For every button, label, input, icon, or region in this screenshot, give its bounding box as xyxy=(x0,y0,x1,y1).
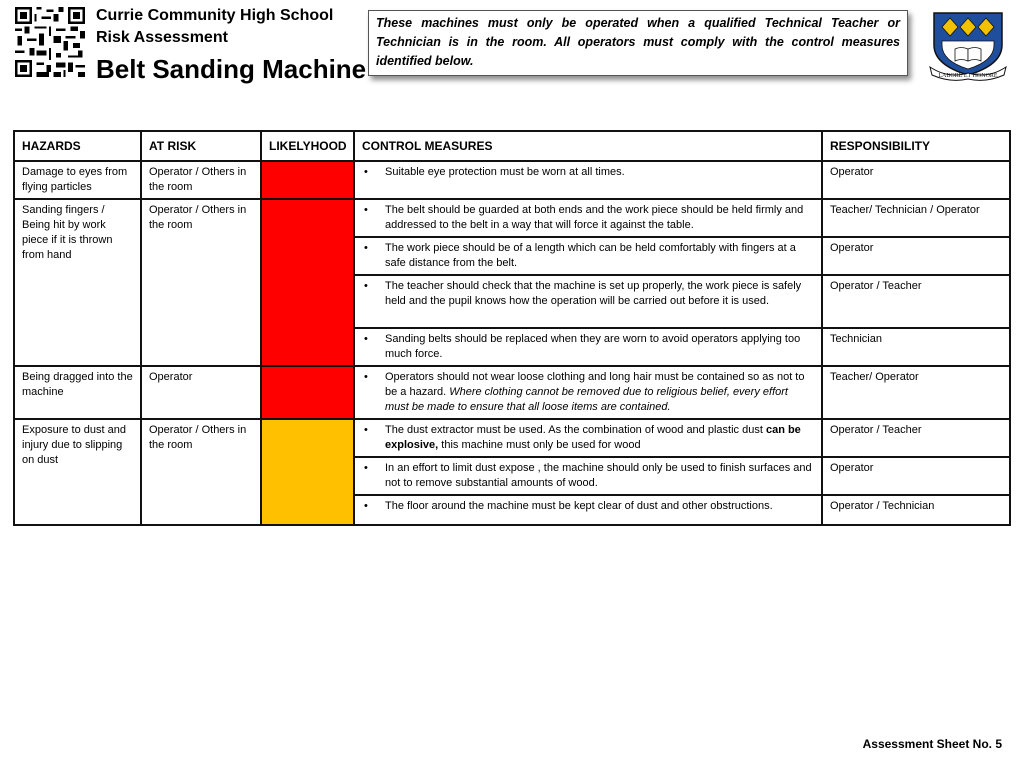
responsibility-cell: Technician xyxy=(822,328,1010,366)
responsibility-cell: Operator xyxy=(822,237,1010,275)
control-measure-cell: • The floor around the machine must be kept clear of dust and other obstructions. xyxy=(354,495,822,525)
page-title: Belt Sanding Machine xyxy=(96,54,367,84)
likelihood-high-cell xyxy=(261,199,354,366)
risk-assessment-table xyxy=(13,130,1011,526)
column-header-at-risk: AT RISK xyxy=(141,131,261,161)
hazard-cell: Being dragged into the machine xyxy=(14,366,141,419)
table-header-row xyxy=(14,131,1010,161)
control-measure-cell: • In an effort to limit dust expose , the machine should only be used to finish surfaces and not to remove substantial amounts of wood. xyxy=(354,457,822,495)
at-risk-cell: Operator / Others in the room xyxy=(141,199,261,366)
responsibility-cell: Operator / Technician xyxy=(822,495,1010,525)
responsibility-cell: Teacher/ Technician / Operator xyxy=(822,199,1010,237)
column-header-hazards: HAZARDS xyxy=(14,131,141,161)
responsibility-cell: Teacher/ Operator xyxy=(822,366,1010,419)
responsibility-cell: Operator xyxy=(822,457,1010,495)
qr-code-icon xyxy=(15,5,85,79)
column-header-responsibility: RESPONSIBILITY xyxy=(822,131,1010,161)
likelihood-high-cell xyxy=(261,366,354,419)
control-measure-cell: • The belt should be guarded at both ends and the work piece should be held firmly and addressed to the belt in a way that will force it against the table. xyxy=(354,199,822,237)
control-measure-cell: • The work piece should be of a length which can be held comfortably with fingers at a safe distance from the belt. xyxy=(354,237,822,275)
svg-text:LABORE ET HONORE: LABORE ET HONORE xyxy=(938,73,998,79)
column-header-likelihood: LIKELYHOOD xyxy=(261,131,354,161)
column-header-control-measures: CONTROL MEASURES xyxy=(354,131,822,161)
control-measure-cell: • The dust extractor must be used. As the combination of wood and plastic dust can be explosive, this machine must only be used for wood xyxy=(354,419,822,457)
likelihood-high-cell xyxy=(261,161,354,199)
responsibility-cell: Operator / Teacher xyxy=(822,419,1010,457)
control-measure-cell: • Suitable eye protection must be worn at all times. xyxy=(354,161,822,199)
responsibility-cell: Operator / Teacher xyxy=(822,275,1010,328)
school-name: Currie Community High School xyxy=(96,7,334,24)
likelihood-medium-cell xyxy=(261,419,354,525)
hazard-cell: Sanding fingers / Being hit by work piece if it is thrown from hand xyxy=(14,199,141,366)
table-row xyxy=(14,366,1010,419)
table-row xyxy=(14,199,1010,237)
assessment-sheet-number: Assessment Sheet No. 5 xyxy=(862,737,1002,751)
at-risk-cell: Operator xyxy=(141,366,261,419)
school-crest-icon xyxy=(928,5,1008,81)
control-measure-cell: • The teacher should check that the machine is set up properly, the work piece is safely held and the pupil knows how the operation will be carried out before it is used. xyxy=(354,275,822,328)
table-row xyxy=(14,161,1010,199)
document-type: Risk Assessment xyxy=(96,29,228,46)
table-row xyxy=(14,419,1010,457)
control-measure-cell: • Sanding belts should be replaced when they are worn to avoid operators applying too much force. xyxy=(354,328,822,366)
responsibility-cell: Operator xyxy=(822,161,1010,199)
hazard-cell: Exposure to dust and injury due to slipping on dust xyxy=(14,419,141,525)
operator-notice: These machines must only be operated when a qualified Technical Teacher or Technician is in the room. All operators must comply with the control measures identified below. xyxy=(368,10,908,76)
control-measure-cell: • Operators should not wear loose clothing and long hair must be contained so as not to be a hazard. Where clothing cannot be removed due to religious belief, every effort must be made to ensure that all loose items are contained. xyxy=(354,366,822,419)
at-risk-cell: Operator / Others in the room xyxy=(141,161,261,199)
at-risk-cell: Operator / Others in the room xyxy=(141,419,261,525)
hazard-cell: Damage to eyes from flying particles xyxy=(14,161,141,199)
